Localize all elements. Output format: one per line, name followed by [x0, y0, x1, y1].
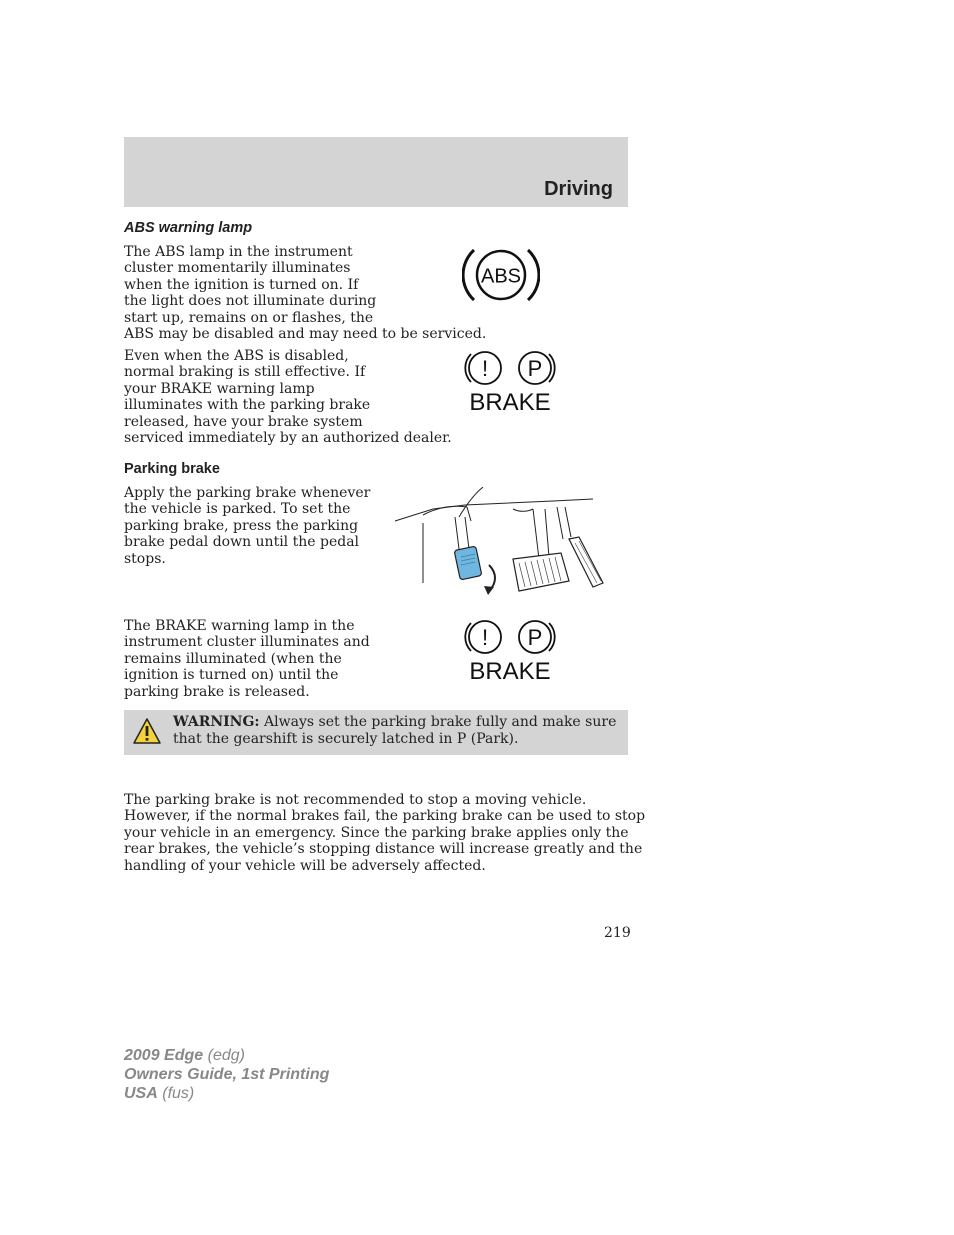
text-line: ignition is turned on) until the — [124, 667, 339, 684]
abs-warning-icon — [462, 244, 540, 306]
warning-text — [173, 714, 616, 748]
footer-guide: Owners Guide, 1st Printing — [124, 1066, 330, 1083]
footer-line — [124, 1084, 329, 1103]
parking-brake-paragraph — [124, 485, 370, 567]
brake-icon-label: BRAKE — [469, 389, 551, 415]
text-line: the light does not illuminate during — [124, 293, 377, 310]
exclamation-icon: ! — [481, 625, 489, 650]
warning-line-1: Always set the parking brake fully and make sure — [264, 714, 617, 730]
text-line: stops. — [124, 550, 166, 567]
text-line: The ABS lamp in the instrument — [124, 244, 353, 260]
text-line: the vehicle is parked. To set the — [124, 501, 351, 518]
warning-line-2: that the gearshift is securely latched in P (Park). — [173, 731, 519, 747]
warning-box — [124, 710, 628, 755]
footer-model-code: (edg) — [207, 1047, 245, 1064]
text-line: The BRAKE warning lamp in the — [124, 618, 355, 634]
brake-warning-icon — [462, 618, 558, 684]
text-line: cluster momentarily illuminates — [124, 260, 351, 277]
footer-region-code: (fus) — [162, 1085, 195, 1102]
footer-model: 2009 Edge — [124, 1047, 204, 1064]
abs-paragraph — [124, 244, 486, 342]
warning-label: WARNING: — [173, 714, 260, 730]
text-line: serviced immediately by an authorized dealer. — [124, 430, 452, 447]
exclamation-icon: ! — [481, 356, 489, 381]
brake-lamp-paragraph — [124, 348, 452, 446]
text-line: Even when the ABS is disabled, — [124, 348, 349, 364]
text-line — [173, 714, 616, 731]
closing-paragraph — [124, 792, 645, 874]
footer-line — [124, 1046, 329, 1065]
brake-warning-icon — [462, 349, 558, 415]
section-header-band — [124, 137, 628, 207]
text-line: instrument cluster illuminates and — [124, 634, 370, 651]
text-line: brake pedal down until the pedal — [124, 534, 360, 551]
footer-region: USA — [124, 1085, 158, 1102]
text-line: normal braking is still effective. If — [124, 364, 366, 381]
text-line: when the ignition is turned on. If — [124, 276, 359, 293]
abs-icon-label: ABS — [480, 265, 522, 288]
parking-brake-pedal — [454, 546, 482, 580]
text-line: released, have your brake system — [124, 413, 363, 430]
page-number: 219 — [604, 925, 631, 941]
text-line: handling of your vehicle will be adversely affected. — [124, 857, 486, 874]
abs-heading: ABS warning lamp — [124, 220, 253, 236]
text-line: Apply the parking brake whenever — [124, 485, 371, 501]
accelerator-pedal — [569, 537, 603, 587]
brake-lamp-parking-paragraph — [124, 618, 370, 700]
brake-icon-label: BRAKE — [469, 658, 551, 684]
pedal-illustration — [393, 487, 609, 601]
document-footer — [124, 1046, 329, 1103]
text-line: ABS may be disabled and may need to be serviced. — [124, 326, 487, 343]
p-icon-label: P — [527, 356, 543, 381]
p-icon-label: P — [527, 625, 543, 650]
text-line: parking brake, press the parking — [124, 517, 359, 534]
text-line: The parking brake is not recommended to stop a moving vehicle. — [124, 792, 587, 808]
section-title: Driving — [544, 178, 613, 200]
text-line: remains illuminated (when the — [124, 650, 342, 667]
text-line: However, if the normal brakes fail, the parking brake can be used to stop — [124, 808, 646, 825]
text-line: your vehicle in an emergency. Since the parking brake applies only the — [124, 824, 629, 841]
text-line: your BRAKE warning lamp — [124, 380, 315, 397]
parking-brake-heading: Parking brake — [124, 461, 220, 477]
footer-line — [124, 1065, 329, 1084]
text-line: rear brakes, the vehicle’s stopping distance will increase greatly and the — [124, 841, 643, 858]
text-line: parking brake is released. — [124, 683, 310, 700]
text-line: start up, remains on or flashes, the — [124, 309, 374, 326]
warning-triangle-icon — [132, 717, 162, 745]
text-line: illuminates with the parking brake — [124, 397, 371, 414]
